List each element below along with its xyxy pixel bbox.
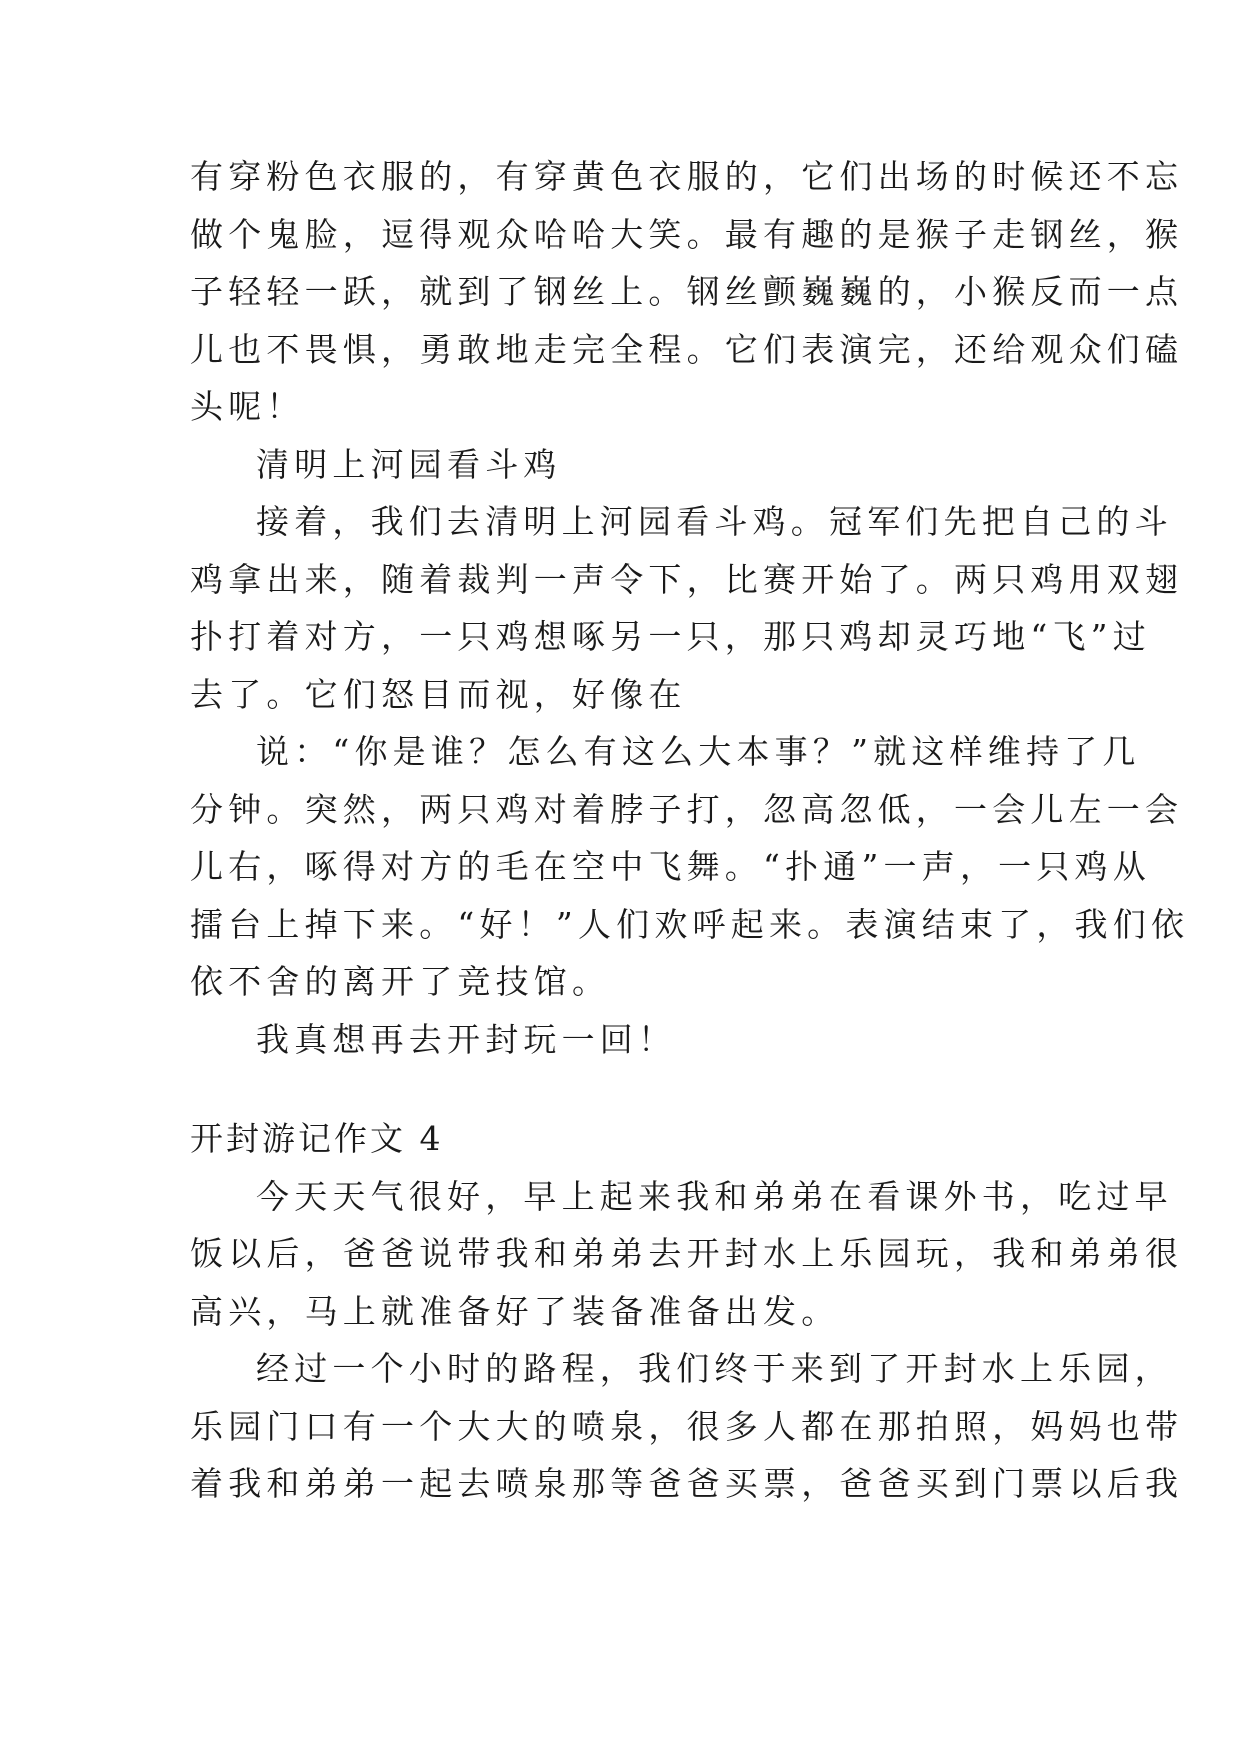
text-line: 子轻轻一跃，就到了钢丝上。钢丝颤巍巍的，小猴反而一点 — [190, 272, 1184, 311]
text-line: 乐园门口有一个大大的喷泉，很多人都在那拍照，妈妈也带 — [190, 1406, 1184, 1446]
text-line: 依不舍的离开了竞技馆。 — [190, 962, 611, 1001]
text-line: 鸡拿出来，随着裁判一声令下，比赛开始了。两只鸡用双翅 — [190, 559, 1184, 599]
text-line: 做个鬼脸，逗得观众哈哈大笑。最有趣的是猴子走钢丝，猴 — [190, 214, 1184, 254]
text-line: 儿也不畏惧，勇敢地走完全程。它们表演完，还给观众们磕 — [190, 329, 1184, 369]
text-line: 饭以后，爸爸说带我和弟弟去开封水上乐园玩，我和弟弟很 — [190, 1234, 1184, 1273]
text-line: 有穿粉色衣服的，有穿黄色衣服的，它们出场的时候还不忘 — [190, 157, 1184, 196]
section-heading: 清明上河园看斗鸡 — [256, 444, 562, 484]
text-line: 分钟。突然，两只鸡对着脖子打，忽高忽低，一会儿左一会 — [190, 789, 1184, 829]
text-line: 我真想再去开封玩一回！ — [256, 1019, 677, 1059]
text-line: 经过一个小时的路程，我们终于来到了开封水上乐园， — [256, 1349, 1173, 1388]
text-line: 去了。它们怒目而视，好像在 — [190, 674, 687, 714]
document-page — [190, 148, 1190, 1513]
text-line: 说：“你是谁？怎么有这么大本事？”就这样维持了几 — [256, 732, 1141, 771]
text-line: 擂台上掉下来。“好！”人们欢呼起来。表演结束了，我们依 — [190, 904, 1190, 944]
text-line: 儿右，啄得对方的毛在空中飞舞。“扑通”一声，一只鸡从 — [190, 847, 1151, 886]
essay-title: 开封游记作文 4 — [190, 1119, 444, 1158]
text-line: 着我和弟弟一起去喷泉那等爸爸买票，爸爸买到门票以后我 — [190, 1464, 1184, 1503]
text-line: 头呢！ — [190, 387, 305, 426]
text-line: 今天天气很好，早上起来我和弟弟在看课外书，吃过早 — [256, 1176, 1173, 1216]
text-line: 高兴，马上就准备好了装备准备出发。 — [190, 1291, 840, 1331]
text-line: 接着，我们去清明上河园看斗鸡。冠军们先把自己的斗 — [256, 502, 1173, 541]
paragraph-gap — [190, 1068, 1060, 1110]
text-line: 扑打着对方，一只鸡想啄另一只，那只鸡却灵巧地“飞”过 — [190, 617, 1151, 656]
